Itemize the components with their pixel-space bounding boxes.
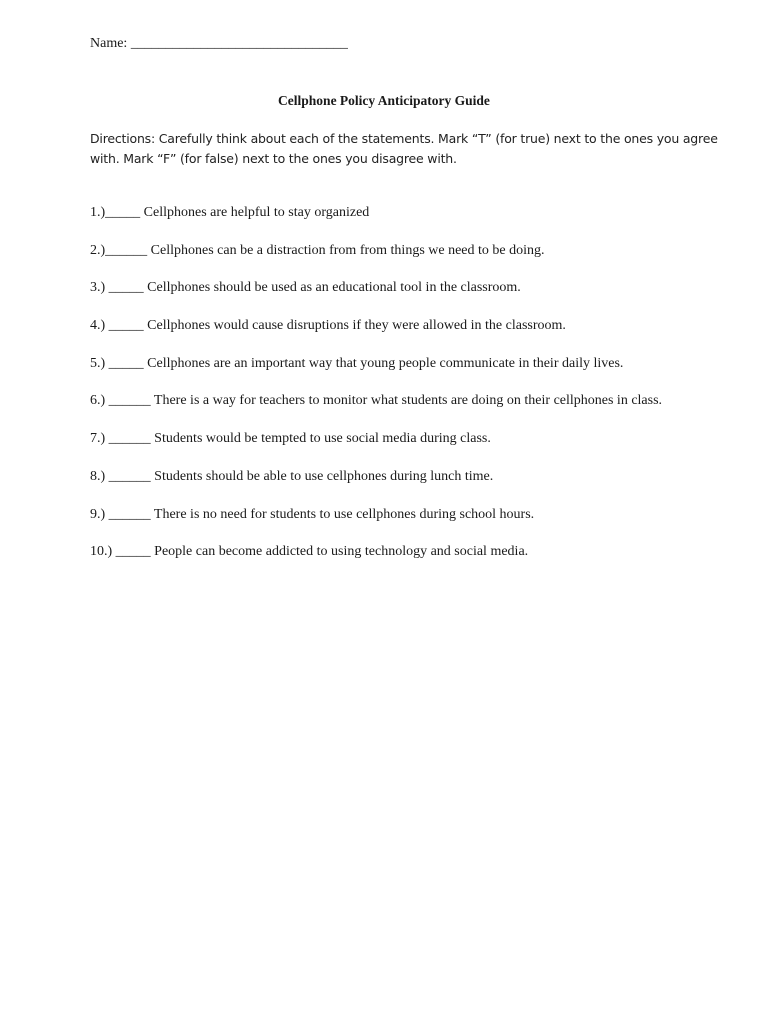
statement-item-10: 10.) _____ People can become addicted to using technology and social media. bbox=[90, 544, 529, 560]
statement-item-9: 9.) ______ There is no need for students to use cellphones during school hours. bbox=[90, 506, 535, 522]
name-field: Name: _______________________________ bbox=[90, 36, 348, 51]
statement-item-7: 7.) ______ Students would be tempted to use social media during class. bbox=[90, 431, 491, 447]
directions-line-1: Directions: Carefully think about each of the statements. Mark “T” (for true) next to the ones you agree bbox=[90, 131, 718, 146]
statement-item-1: 1.)_____ Cellphones are helpful to stay organized bbox=[90, 205, 370, 220]
statement-item-6: 6.) ______ There is a way for teachers to monitor what students are doing on their cellphones in class. bbox=[90, 393, 663, 409]
directions-line-2: with. Mark “F” (for false) next to the ones you disagree with. bbox=[90, 151, 457, 166]
statement-item-5: 5.) _____ Cellphones are an important way that young people communicate in their daily lives. bbox=[90, 355, 624, 371]
statement-item-8: 8.) ______ Students should be able to use cellphones during lunch time. bbox=[90, 468, 494, 484]
statement-list bbox=[90, 204, 730, 581]
statement-item-3: 3.) _____ Cellphones should be used as an educational tool in the classroom. bbox=[90, 280, 521, 296]
statement-item-2: 2.)______ Cellphones can be a distraction from from things we need to be doing. bbox=[90, 242, 545, 258]
page-title: Cellphone Policy Anticipatory Guide bbox=[278, 93, 490, 108]
directions-paragraph bbox=[90, 129, 718, 169]
statement-item-4: 4.) _____ Cellphones would cause disruptions if they were allowed in the classroom. bbox=[90, 318, 566, 334]
